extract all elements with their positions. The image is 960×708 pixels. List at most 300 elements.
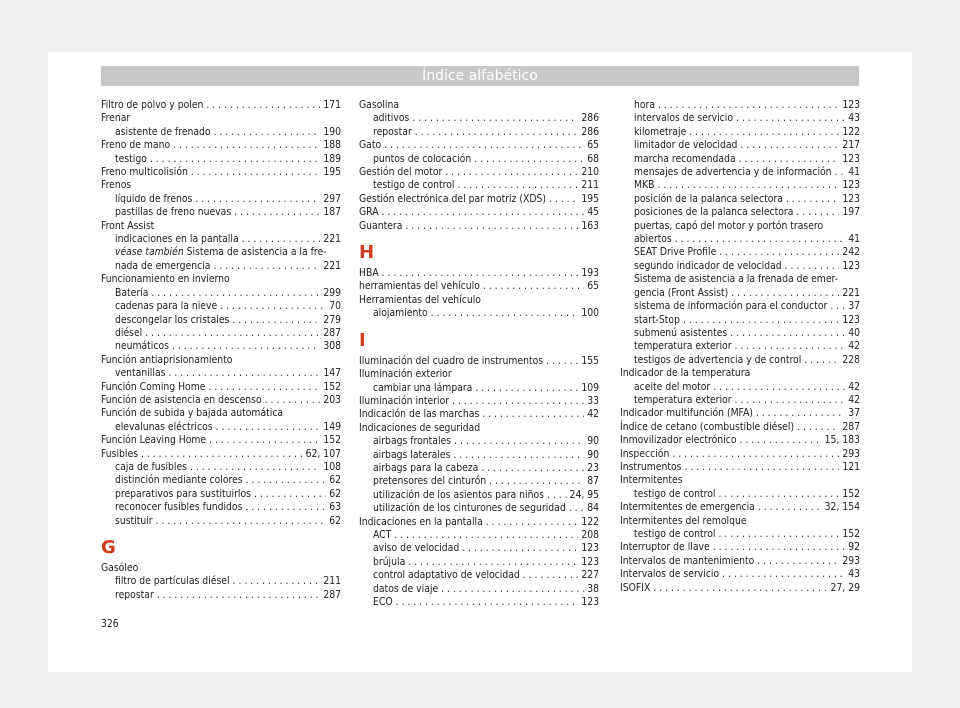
index-entry [620, 568, 860, 581]
entry-label: Indicador multifunción (MFA) [620, 407, 753, 420]
leader-dots [684, 461, 839, 474]
entry-label: puntos de colocación [373, 152, 472, 165]
entry-label: testigo [115, 152, 147, 165]
index-subentry [101, 287, 341, 300]
entry-page: 109 [581, 381, 599, 394]
index-entry [359, 193, 599, 206]
entry-page: 187 [323, 206, 341, 219]
entry-label: Freno multicolisión [101, 166, 188, 179]
index-subentry [101, 300, 341, 313]
index-entry [620, 448, 860, 461]
index-entry [620, 421, 860, 434]
leader-dots [191, 166, 320, 179]
entry-page: 195 [323, 166, 341, 179]
entry-label: Iluminación interior [359, 394, 450, 407]
page-number: 326 [101, 618, 119, 630]
index-subentry [101, 515, 341, 528]
entry-page: 287 [842, 420, 860, 433]
entry-label: Gestión electrónica del par motriz (XDS) [359, 192, 546, 205]
entry-label: testigo de control [634, 487, 716, 500]
leader-dots [405, 220, 578, 233]
entry-label: utilización de los cinturones de seguridad [373, 502, 566, 515]
index-subentry [101, 367, 341, 380]
index-subentry-wrapped: Sistema de asistencia a la frenada de emer- [634, 273, 839, 286]
entry-page: 123 [581, 555, 599, 568]
entry-label: Batería [115, 286, 149, 299]
entry-label: control adaptativo de velocidad [373, 569, 520, 582]
entry-page: 152 [323, 380, 341, 393]
index-entry [359, 280, 599, 293]
leader-dots [441, 583, 584, 596]
index-entry [101, 166, 341, 179]
entry-label: Filtro de polvo y polen [101, 99, 204, 111]
leader-dots [195, 193, 320, 206]
entry-page: 15, 183 [824, 434, 860, 447]
entry-page: 228 [842, 353, 860, 366]
index-subentry [359, 542, 599, 555]
entry-label: Guantera [359, 219, 403, 232]
entry-page: 42 [587, 408, 599, 421]
entry-label: cambiar una lámpara [373, 381, 473, 394]
index-subentry [620, 166, 860, 179]
index-subentry [359, 556, 599, 569]
index-subentry [101, 126, 341, 139]
leader-dots [758, 501, 822, 514]
index-entry [620, 501, 860, 514]
entry-label: elevalunas eléctricos [115, 420, 213, 433]
index-see-also [101, 246, 341, 259]
index-heading: Iluminación exterior [359, 368, 452, 381]
entry-page: 211 [323, 575, 341, 588]
index-subentry [101, 575, 341, 588]
entry-label: Instrumentos [620, 460, 682, 473]
leader-dots [569, 502, 584, 515]
leader-dots [213, 260, 320, 273]
entry-label: limitador de velocidad [634, 139, 738, 152]
entry-label: Indicaciones en la pantalla [359, 515, 483, 528]
leader-dots [245, 501, 326, 514]
index-subentry [359, 126, 599, 139]
entry-page: 41 [848, 233, 860, 246]
leader-dots [547, 489, 567, 502]
leader-dots [246, 474, 327, 487]
entry-page: 37 [848, 407, 860, 420]
entry-label: ISOFIX [620, 581, 651, 594]
entry-page: 221 [323, 259, 341, 272]
leader-dots [549, 193, 578, 206]
entry-page: 123 [581, 596, 599, 608]
index-subentry [359, 596, 599, 609]
leader-dots [835, 166, 846, 179]
leader-dots [474, 153, 584, 166]
entry-page: 62 [329, 487, 341, 500]
entry-label: diésel [115, 326, 143, 339]
entry-page: 299 [323, 286, 341, 299]
index-subentry [620, 327, 860, 340]
index-subentry [359, 502, 599, 515]
entry-page: 100 [581, 307, 599, 320]
leader-dots [481, 462, 584, 475]
index-subentry [359, 583, 599, 596]
entry-label: Gato [359, 139, 382, 152]
leader-dots [452, 395, 584, 408]
index-subentry [620, 287, 860, 300]
leader-dots [475, 382, 578, 395]
entry-page: 189 [323, 152, 341, 165]
index-subentry [101, 501, 341, 514]
entry-label: Indicación de las marchas [359, 408, 480, 421]
leader-dots [658, 99, 839, 112]
entry-label: MKB [634, 179, 655, 192]
entry-page: 108 [323, 460, 341, 473]
index-subentry [620, 381, 860, 394]
entry-label: datos de viaje [373, 582, 439, 595]
entry-label: Freno de mano [101, 139, 171, 152]
index-subentry [359, 112, 599, 125]
entry-page: 65 [587, 280, 599, 293]
index-heading: Función antiaprisionamiento [101, 353, 233, 366]
entry-label: Función de asistencia en descenso [101, 393, 262, 406]
see-also-target: Sistema de asistencia a la fre- [183, 246, 327, 259]
entry-page: 152 [323, 434, 341, 447]
entry-label: aceite del motor [634, 380, 711, 393]
leader-dots [722, 568, 845, 581]
entry-page: 286 [581, 112, 599, 125]
index-subentry [359, 569, 599, 582]
index-subentry [359, 462, 599, 475]
entry-page: 152 [842, 528, 860, 540]
index-entry [101, 381, 341, 394]
leader-dots [739, 434, 821, 447]
entry-label: cadenas para la nieve [115, 300, 218, 313]
leader-dots [653, 582, 827, 595]
index-subentry [620, 260, 860, 273]
index-heading: Intermitentes del remolque [620, 514, 747, 527]
entry-page: 84 [587, 502, 599, 515]
entry-label: airbags laterales [373, 448, 451, 461]
entry-page: 279 [323, 313, 341, 326]
entry-label: reconocer fusibles fundidos [115, 501, 243, 514]
leader-dots [232, 314, 320, 327]
index-subentry [620, 139, 860, 152]
entry-label: Función Coming Home [101, 380, 206, 393]
entry-page: 308 [323, 340, 341, 353]
entry-label: caja de fusibles [115, 460, 188, 473]
index-heading: Intermitentes [620, 474, 683, 487]
entry-page: 210 [581, 166, 599, 179]
index-heading: Funcionamiento en invierno [101, 273, 230, 286]
entry-label: descongelar los cristales [115, 313, 230, 326]
entry-page: 123 [842, 192, 860, 205]
entry-page: 65 [587, 139, 599, 152]
entry-label: posiciones de la palanca selectora [634, 206, 794, 219]
leader-dots [713, 381, 845, 394]
entry-page: 123 [581, 542, 599, 555]
entry-label: nada de emergencia [115, 259, 211, 272]
leader-dots [254, 488, 326, 501]
index-subentry [620, 246, 860, 259]
index-entry [620, 555, 860, 568]
leader-dots [234, 206, 320, 219]
entry-label: aviso de velocidad [373, 542, 460, 555]
leader-dots [145, 327, 320, 340]
index-entry [101, 434, 341, 447]
entry-label: Intervalos de mantenimiento [620, 554, 755, 567]
entry-label: preparativos para sustituirlos [115, 487, 251, 500]
entry-label: repostar [373, 125, 412, 138]
index-heading: Front Assist [101, 219, 155, 232]
leader-dots [683, 314, 839, 327]
index-subentry [620, 99, 860, 112]
leader-dots [675, 233, 845, 246]
leader-dots [208, 381, 320, 394]
index-column-3 [620, 99, 860, 595]
section-letter: H [359, 242, 375, 264]
entry-page: 217 [842, 139, 860, 152]
entry-page: 62, 107 [305, 447, 341, 460]
entry-page: 293 [842, 554, 860, 567]
index-entry [620, 461, 860, 474]
leader-dots [830, 300, 845, 313]
index-heading: Función de subida y bajada automática [101, 407, 284, 420]
index-subentry [101, 314, 341, 327]
entry-label: Fusibles [101, 447, 139, 460]
entry-label: sustituir [115, 514, 153, 527]
index-subentry [620, 488, 860, 501]
leader-dots [739, 153, 840, 166]
entry-label: gencia (Front Assist) [634, 286, 729, 299]
entry-page: 221 [842, 286, 860, 299]
entry-page: 287 [323, 588, 341, 601]
leader-dots [384, 139, 584, 152]
index-subentry [101, 206, 341, 219]
leader-dots [156, 515, 327, 528]
index-subentry [101, 153, 341, 166]
leader-dots [740, 139, 839, 152]
entry-page: 38 [587, 582, 599, 595]
index-subentry [101, 340, 341, 353]
entry-page: 123 [842, 313, 860, 326]
leader-dots [242, 233, 321, 246]
index-entry [620, 541, 860, 554]
entry-page: 42 [848, 380, 860, 393]
entry-label: GRA [359, 206, 379, 219]
index-subentry [620, 153, 860, 166]
index-entry [359, 355, 599, 368]
leader-dots [718, 488, 839, 501]
entry-page: 90 [587, 448, 599, 461]
entry-page: 45 [587, 206, 599, 219]
index-subentry [620, 206, 860, 219]
entry-page: 155 [581, 354, 599, 367]
leader-dots [785, 260, 840, 273]
entry-page: 188 [323, 139, 341, 152]
index-subentry [620, 394, 860, 407]
entry-page: 242 [842, 246, 860, 259]
entry-label: airbags para la cabeza [373, 461, 479, 474]
leader-dots [209, 434, 320, 447]
index-entry [359, 408, 599, 421]
index-subentry [620, 233, 860, 246]
index-entry [359, 267, 599, 280]
leader-dots [216, 421, 321, 434]
leader-dots [672, 448, 839, 461]
entry-page: 163 [581, 219, 599, 232]
entry-label: líquido de frenos [115, 192, 193, 205]
leader-dots [719, 246, 839, 259]
entry-page: 90 [587, 435, 599, 448]
index-subentry-wrapped: puertas, capó del motor y portón trasero [634, 219, 824, 232]
index-subentry [359, 449, 599, 462]
entry-page: 123 [842, 99, 860, 111]
entry-label: herramientas del vehículo [359, 280, 480, 293]
index-subentry [620, 193, 860, 206]
leader-dots [141, 448, 303, 461]
entry-page: 286 [581, 125, 599, 138]
leader-dots [489, 475, 584, 488]
entry-page: 43 [848, 112, 860, 125]
entry-label: neumáticos [115, 340, 169, 353]
entry-label: mensajes de advertencia y de información [634, 166, 832, 179]
leader-dots [756, 407, 845, 420]
entry-page: 193 [581, 267, 599, 280]
leader-dots [797, 421, 839, 434]
index-subentry [620, 126, 860, 139]
leader-dots [735, 394, 846, 407]
leader-dots [214, 126, 321, 139]
index-entry [101, 448, 341, 461]
index-subentry [359, 475, 599, 488]
entry-label: Índice de cetano (combustible diésel) [620, 420, 795, 433]
entry-label: indicaciones en la pantalla [115, 233, 239, 246]
index-heading: Indicaciones de seguridad [359, 421, 481, 434]
entry-label: Iluminación del cuadro de instrumentos [359, 354, 544, 367]
entry-label: pastillas de freno nuevas [115, 206, 232, 219]
entry-label: Inspección [620, 447, 670, 460]
entry-page: 171 [323, 99, 341, 111]
index-entry [101, 99, 341, 112]
entry-page: 41 [848, 166, 860, 179]
entry-label: marcha recomendada [634, 152, 736, 165]
entry-label: SEAT Drive Profile [634, 246, 717, 259]
entry-page: 293 [842, 447, 860, 460]
entry-page: 152 [842, 487, 860, 500]
entry-label: segundo indicador de velocidad [634, 259, 782, 272]
leader-dots [412, 112, 578, 125]
index-subentry [359, 153, 599, 166]
index-entry [359, 395, 599, 408]
entry-label: asistente de frenado [115, 125, 211, 138]
entry-page: 42 [848, 340, 860, 353]
entry-page: 27, 29 [830, 581, 860, 594]
entry-page: 211 [581, 179, 599, 192]
index-subentry [101, 193, 341, 206]
entry-label: aditivos [373, 112, 410, 125]
index-entry [359, 166, 599, 179]
index-subentry [620, 354, 860, 367]
index-subentry [359, 179, 599, 192]
entry-label: Función Leaving Home [101, 434, 207, 447]
entry-label: sistema de información para el conductor [634, 300, 828, 313]
index-subentry [359, 435, 599, 448]
entry-label: temperatura exterior [634, 393, 732, 406]
leader-dots [168, 367, 320, 380]
entry-page: 123 [842, 152, 860, 165]
entry-page: 147 [323, 367, 341, 380]
entry-label: kilometraje [634, 125, 687, 138]
leader-dots [482, 408, 584, 421]
entry-label: filtro de partículas diésel [115, 575, 230, 588]
see-also-label: véase también [115, 246, 184, 259]
index-heading: Gasolina [359, 99, 400, 111]
entry-label: brújula [373, 555, 406, 568]
index-entry [359, 220, 599, 233]
leader-dots [151, 287, 320, 300]
entry-page: 37 [848, 300, 860, 313]
entry-page: 123 [842, 179, 860, 192]
leader-dots [804, 354, 839, 367]
index-column-2 [359, 99, 599, 609]
leader-dots [786, 193, 839, 206]
index-heading: Frenos [101, 179, 132, 192]
index-subentry [359, 489, 599, 502]
entry-label: repostar [115, 588, 154, 601]
entry-page: 287 [323, 326, 341, 339]
index-heading: Indicador de la temperatura [620, 367, 751, 380]
entry-label: ventanillas [115, 367, 166, 380]
entry-page: 121 [842, 460, 860, 473]
entry-label: Gestión del motor [359, 166, 443, 179]
leader-dots [190, 461, 320, 474]
index-subentry [359, 382, 599, 395]
entry-page: 221 [323, 233, 341, 246]
entry-label: testigo de control [634, 528, 716, 540]
leader-dots [206, 99, 320, 112]
entry-label: ECO [373, 596, 393, 608]
entry-page: 42 [848, 393, 860, 406]
leader-dots [689, 126, 839, 139]
leader-dots [431, 307, 579, 320]
entry-label: distinción mediante colores [115, 474, 243, 487]
entry-label: submenú asistentes [634, 326, 728, 339]
index-entry [620, 434, 860, 447]
entry-page: 32, 154 [824, 501, 860, 514]
index-subentry [101, 421, 341, 434]
index-entry [359, 139, 599, 152]
leader-dots [408, 556, 578, 569]
entry-label: ACT [373, 528, 392, 541]
index-subentry [620, 179, 860, 192]
leader-dots [172, 340, 320, 353]
entry-label: testigo de control [373, 179, 455, 192]
leader-dots [233, 575, 321, 588]
index-entry [359, 516, 599, 529]
leader-dots [730, 327, 845, 340]
entry-label: pretensores del cinturón [373, 475, 487, 488]
index-entry [620, 582, 860, 595]
index-entry [101, 394, 341, 407]
leader-dots [173, 139, 320, 152]
entry-label: posición de la palanca selectora [634, 192, 783, 205]
entry-page: 40 [848, 326, 860, 339]
index-subentry [359, 307, 599, 320]
leader-dots [157, 589, 321, 602]
leader-dots [265, 394, 321, 407]
entry-label: intervalos de servicio [634, 112, 733, 125]
entry-page: 190 [323, 125, 341, 138]
index-entry [359, 206, 599, 219]
entry-label: testigos de advertencia y de control [634, 353, 802, 366]
